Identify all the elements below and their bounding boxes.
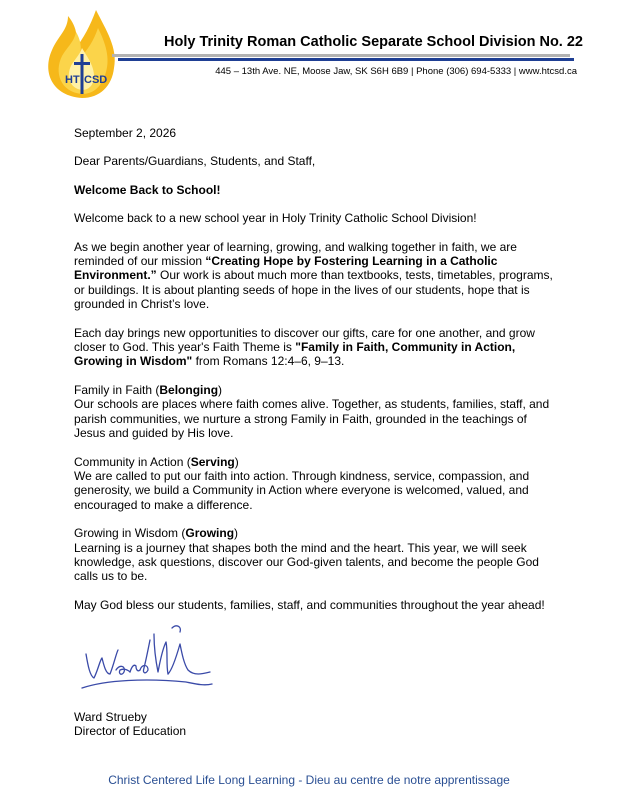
header-rule-gray xyxy=(112,54,570,57)
organization-address: 445 – 13th Ave. NE, Moose Jaw, SK S6H 6B9 | Phone (306) 694-5333 | www.htcsd.ca xyxy=(215,66,577,77)
logo-text-ht: HT xyxy=(65,74,80,86)
signer-name: Ward Strueby xyxy=(74,710,147,724)
letter-salutation: Dear Parents/Guardians, Students, and Staff, xyxy=(74,154,316,169)
section-body: Learning is a journey that shapes both the mind and the heart. This year, we will seek knowledge, ask questions, discover our God-given talents, and become the people God calls us to be. xyxy=(74,540,539,584)
closing-blessing: May God bless our students, families, staff, and communities throughout the year ahead! xyxy=(74,597,545,612)
section-title xyxy=(74,526,560,540)
letter-heading xyxy=(74,183,560,197)
section-title-keyword: Growing xyxy=(185,526,235,541)
section-title-text: Community in Action ( xyxy=(74,454,191,469)
mission-paragraph xyxy=(74,240,560,312)
section-title-text: Growing in Wisdom ( xyxy=(74,526,186,541)
mission-text-after: Our work is about much more than textbooks, tests, timetables, programs, or buildings. It is about planting seeds of hope in the lives of our students, hope that is grounded in Christ’s love. xyxy=(74,268,553,312)
section-title-keyword: Serving xyxy=(190,454,235,469)
theme-text-before: Each day brings new opportunities to discover our gifts, care for one another, and grow closer to God. This year's Faith Theme is xyxy=(74,325,535,355)
header-rule-blue xyxy=(118,58,574,61)
section-title-keyword: Belonging xyxy=(159,382,219,397)
letter-body xyxy=(74,126,560,626)
welcome-heading: Welcome Back to School! xyxy=(74,182,221,197)
section-title-close: ) xyxy=(218,382,223,397)
section-title-text: Family in Faith ( xyxy=(74,382,160,397)
section-family-in-faith xyxy=(74,383,560,441)
intro-paragraph: Welcome back to a new school year in Holy Trinity Catholic School Division! xyxy=(74,211,477,226)
organization-name: Holy Trinity Roman Catholic Separate School Division No. 22 xyxy=(164,34,583,50)
section-growing-in-wisdom xyxy=(74,526,560,584)
theme-paragraph xyxy=(74,326,560,369)
logo-text-csd: CSD xyxy=(84,74,108,86)
faith-theme: "Family in Faith, Community in Action, Growing in Wisdom" xyxy=(74,340,516,369)
mission-statement: “Creating Hope by Fostering Learning in a Catholic Environment.” xyxy=(74,254,498,283)
mission-text-before: As we begin another year of learning, growing, and walking together in faith, we are reminded of our mission xyxy=(74,239,517,269)
footer-motto: Christ Centered Life Long Learning - Dieu au centre de notre apprentissage xyxy=(108,773,510,787)
letter-date: September 2, 2026 xyxy=(74,126,177,140)
signer-title: Director of Education xyxy=(74,724,187,739)
theme-text-after: from Romans 12:4–6, 9–13. xyxy=(192,354,345,369)
section-body: We are called to put our faith into action. Through kindness, service, compassion, and generosity, we build a Community in Action where everyone is welcomed, valued, and encouraged to make a difference. xyxy=(74,468,530,512)
section-body: Our schools are places where faith comes alive. Together, as students, families, staff, and parish communities, we nurture a strong Family in Faith, grounded in the teachings of Jesus and guided by His love. xyxy=(74,397,550,441)
section-title-close: ) xyxy=(234,454,239,469)
section-title xyxy=(74,455,560,469)
section-community-in-action xyxy=(74,455,560,513)
section-title-close: ) xyxy=(234,526,239,541)
section-title xyxy=(74,383,560,397)
handwritten-signature xyxy=(76,614,214,704)
signature-block xyxy=(74,710,186,739)
